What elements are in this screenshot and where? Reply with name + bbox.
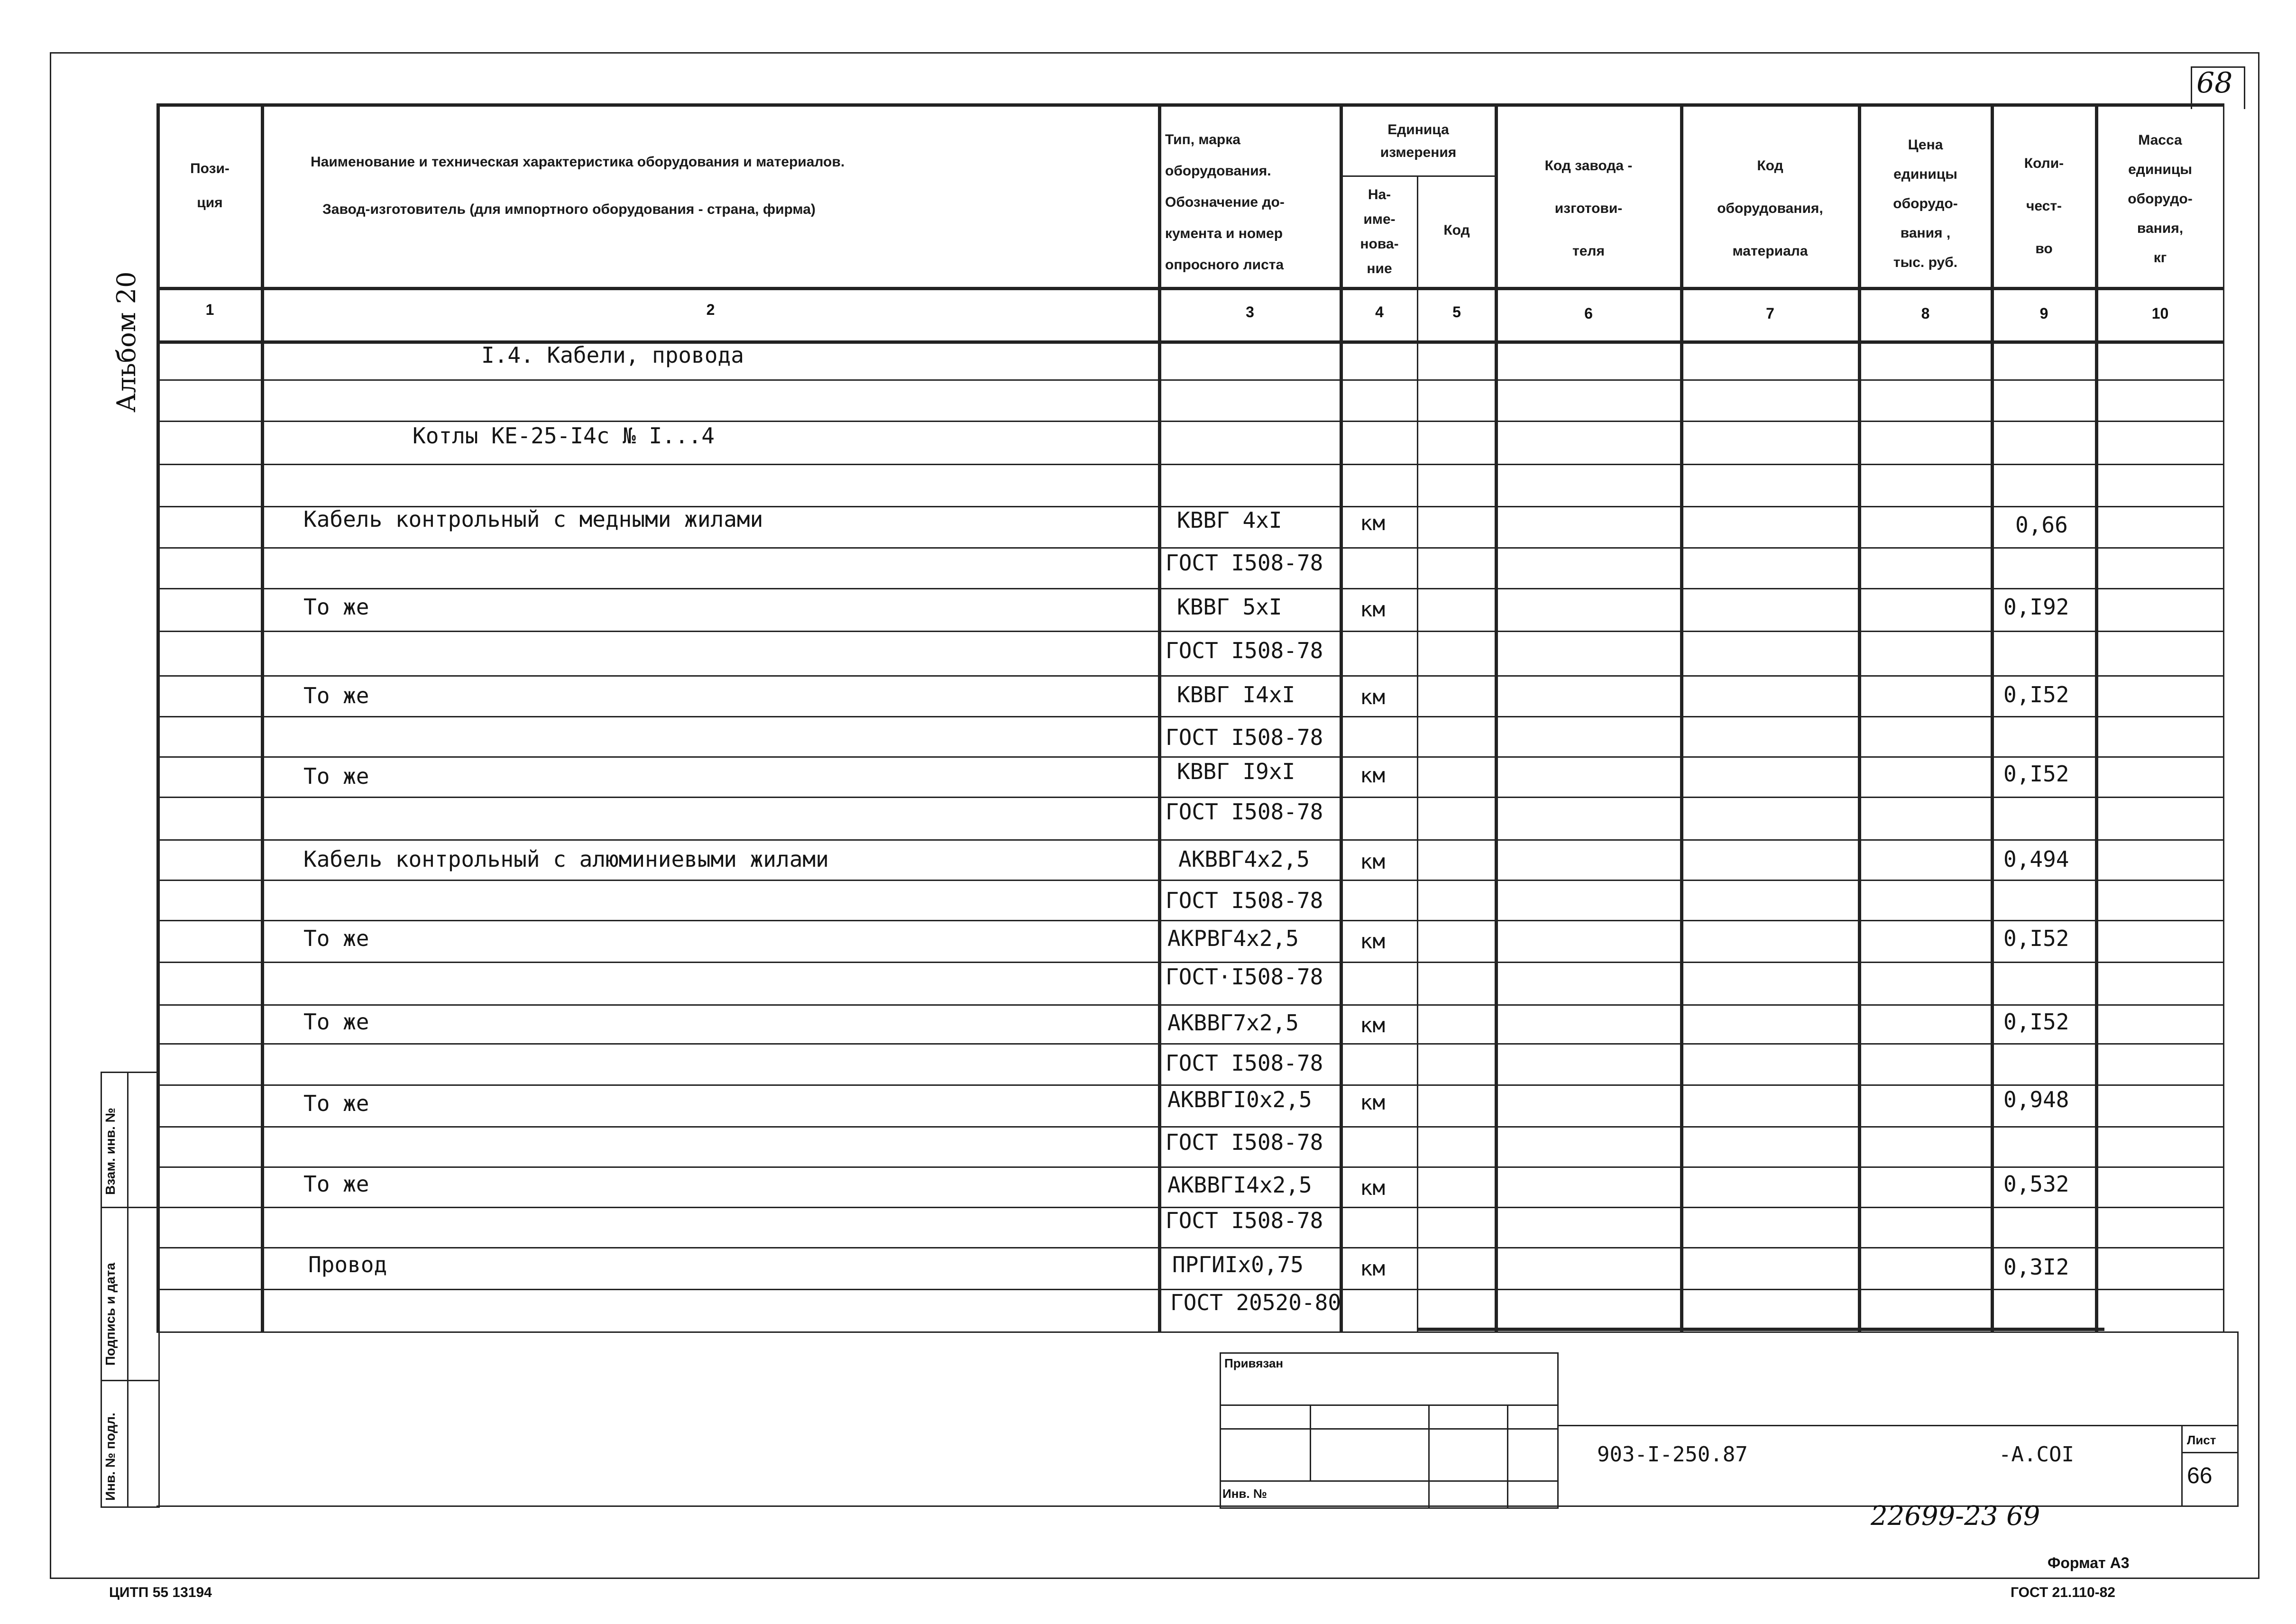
row-2-unit: км bbox=[1360, 597, 1385, 622]
row-line bbox=[156, 1043, 2224, 1045]
row-3-qty: 0,I52 bbox=[2003, 682, 2069, 707]
row-6-name: То же bbox=[303, 926, 369, 951]
row-9-type: АКВВГI4х2,5 bbox=[1167, 1172, 1312, 1198]
row-line bbox=[156, 379, 2224, 381]
privyazan-col-1 bbox=[1310, 1404, 1311, 1480]
row-line bbox=[156, 962, 2224, 963]
privyazan-col-3 bbox=[1507, 1404, 1508, 1509]
header-c2a: Наименование и техническая характеристика оборудования и материалов. bbox=[311, 154, 845, 170]
row-line bbox=[156, 797, 2224, 798]
col-sep-4 bbox=[1417, 175, 1418, 1331]
row-7-name: То же bbox=[303, 1009, 369, 1035]
row-7-unit: км bbox=[1360, 1013, 1385, 1037]
header-c10: Масса единицы оборудо- вания, кг bbox=[2128, 132, 2193, 266]
row-8-type: АКВВГI0х2,5 bbox=[1167, 1087, 1312, 1112]
col-number-6: 6 bbox=[1584, 305, 1593, 322]
row-1-qty: 0,66 bbox=[2015, 512, 2068, 538]
col-number-10: 10 bbox=[2151, 305, 2169, 322]
list-box-left bbox=[2181, 1425, 2183, 1505]
table-top-border bbox=[156, 103, 2224, 107]
row-7-type2: ГОСТ I508-78 bbox=[1166, 1050, 1323, 1076]
row-10-name: Провод bbox=[308, 1252, 387, 1277]
row-3-name: То же bbox=[303, 683, 369, 708]
row-line bbox=[156, 675, 2224, 677]
row-10-unit: км bbox=[1360, 1257, 1385, 1281]
row-3-unit: км bbox=[1360, 685, 1385, 709]
subsection-title: Котлы КЕ-25-I4с № I...4 bbox=[413, 423, 715, 449]
row-6-type: АКРВГ4х2,5 bbox=[1167, 926, 1299, 951]
row-1-name: Кабель контрольный с медными жилами bbox=[303, 506, 763, 532]
row-7-type: АКВВГ7х2,5 bbox=[1167, 1010, 1299, 1036]
header-c4: На- име- нова- ние bbox=[1360, 187, 1399, 276]
doc-suffix: -А.СОI bbox=[1999, 1442, 2074, 1467]
section-title: I.4. Кабели, провода bbox=[481, 342, 744, 368]
number-row-bottom-line bbox=[156, 340, 2224, 344]
row-4-unit: км bbox=[1360, 763, 1385, 788]
row-8-qty: 0,948 bbox=[2003, 1087, 2069, 1112]
col-number-4: 4 bbox=[1375, 303, 1384, 321]
row-4-qty: 0,I52 bbox=[2003, 761, 2069, 787]
footer-left: ЦИТП 55 13194 bbox=[109, 1585, 212, 1600]
unit-header-divider bbox=[1340, 175, 1495, 177]
row-5-type: АКВВГ4х2,5 bbox=[1178, 846, 1310, 872]
col-number-9: 9 bbox=[2039, 305, 2048, 322]
row-line bbox=[156, 588, 2224, 589]
col-number-2: 2 bbox=[706, 301, 715, 318]
list-label: Лист bbox=[2187, 1433, 2216, 1447]
row-2-type: КВВГ 5хI bbox=[1177, 594, 1282, 620]
row-line bbox=[156, 716, 2224, 717]
header-c3: Тип, марка оборудования. Обозначение до- кумента и номер опросного листа bbox=[1165, 132, 1285, 273]
row-line bbox=[156, 1004, 2224, 1006]
header-c6: Код завода - изготови- теля bbox=[1544, 158, 1633, 259]
row-1-unit: км bbox=[1360, 511, 1385, 535]
inv-no-label: Инв. № bbox=[1222, 1486, 1267, 1501]
row-8-name: То же bbox=[303, 1091, 369, 1116]
format-label: Формат А3 bbox=[2048, 1554, 2130, 1571]
row-6-unit: км bbox=[1360, 929, 1385, 954]
side-stamp-vzam: Взам. инв. № bbox=[103, 1108, 118, 1195]
side-stamp-inv-podl: Инв. № подл. bbox=[103, 1413, 118, 1501]
header-c7: Код оборудования, материала bbox=[1717, 158, 1823, 259]
row-9-name: То же bbox=[303, 1171, 369, 1197]
table-bottom-line bbox=[1417, 1328, 2104, 1331]
row-line bbox=[156, 547, 2224, 549]
header-c1: Пози- ция bbox=[190, 161, 230, 211]
row-2-type2: ГОСТ I508-78 bbox=[1166, 638, 1323, 663]
sheet-mark: 68 bbox=[2196, 66, 2233, 100]
doc-code-top-line bbox=[1559, 1425, 2238, 1426]
row-line bbox=[156, 1166, 2224, 1168]
row-6-type2: ГОСТ·I508-78 bbox=[1166, 964, 1323, 990]
row-5-unit: км bbox=[1360, 850, 1385, 874]
side-stamp-line-2 bbox=[101, 1380, 160, 1381]
col-number-3: 3 bbox=[1246, 303, 1254, 321]
album-label: Альбом 20 bbox=[111, 271, 141, 413]
side-stamp-podpis: Подпись и дата bbox=[103, 1263, 118, 1366]
col-number-1: 1 bbox=[205, 301, 214, 318]
footer-right: ГОСТ 21.110-82 bbox=[2011, 1585, 2115, 1600]
header-bottom-line bbox=[156, 287, 2224, 290]
header-c2b: Завод-изготовитель (для импортного оборудования - страна, фирма) bbox=[322, 202, 816, 217]
row-10-type2: ГОСТ 20520-80 bbox=[1170, 1290, 1341, 1315]
row-1-type2: ГОСТ I508-78 bbox=[1166, 550, 1323, 576]
row-line bbox=[156, 1084, 2224, 1086]
row-4-type: КВВГ I9хI bbox=[1177, 759, 1295, 784]
privyazan-col-2 bbox=[1428, 1404, 1430, 1509]
col-number-7: 7 bbox=[1766, 305, 1774, 322]
col-number-5: 5 bbox=[1452, 303, 1461, 321]
row-10-qty: 0,3I2 bbox=[2003, 1254, 2069, 1280]
row-1-type: КВВГ 4хI bbox=[1177, 507, 1282, 533]
stamp-top-line bbox=[156, 1331, 2238, 1333]
row-line bbox=[156, 631, 2224, 632]
row-line bbox=[156, 839, 2224, 841]
col-number-8: 8 bbox=[1921, 305, 1930, 322]
row-2-qty: 0,I92 bbox=[2003, 594, 2069, 620]
header-c5: Код bbox=[1443, 222, 1470, 238]
page-frame bbox=[50, 52, 2259, 1579]
row-line bbox=[156, 1247, 2224, 1248]
row-5-name: Кабель контрольный с алюминиевыми жилами bbox=[303, 846, 829, 872]
row-line bbox=[156, 1126, 2224, 1128]
row-line bbox=[156, 756, 2224, 758]
privyazan-label: Привязан bbox=[1224, 1356, 1284, 1370]
row-8-unit: км bbox=[1360, 1091, 1385, 1115]
row-9-type2: ГОСТ I508-78 bbox=[1166, 1208, 1323, 1233]
row-3-type2: ГОСТ I508-78 bbox=[1166, 725, 1323, 750]
row-4-name: То же bbox=[303, 763, 369, 789]
header-c9: Коли- чест- во bbox=[2024, 156, 2064, 257]
stamp-right-border bbox=[2237, 1331, 2239, 1507]
header-c8: Цена единицы оборудо- вания , тыс. руб. bbox=[1893, 137, 1958, 270]
row-line bbox=[156, 421, 2224, 422]
row-7-qty: 0,I52 bbox=[2003, 1009, 2069, 1035]
row-3-type: КВВГ I4хI bbox=[1177, 682, 1295, 707]
row-line bbox=[156, 464, 2224, 465]
handwritten-code: 22699-23 69 bbox=[1871, 1501, 2040, 1532]
row-line bbox=[156, 920, 2224, 921]
row-5-qty: 0,494 bbox=[2003, 846, 2069, 872]
list-box-divider bbox=[2181, 1452, 2238, 1453]
row-5-type2: ГОСТ I508-78 bbox=[1166, 888, 1323, 913]
side-stamp-line-1 bbox=[101, 1207, 160, 1208]
row-2-name: То же bbox=[303, 594, 369, 620]
row-9-qty: 0,532 bbox=[2003, 1171, 2069, 1197]
row-8-type2: ГОСТ I508-78 bbox=[1166, 1129, 1323, 1155]
row-10-type: ПРГИIх0,75 bbox=[1172, 1252, 1304, 1277]
row-6-qty: 0,I52 bbox=[2003, 926, 2069, 951]
row-9-unit: км bbox=[1360, 1176, 1385, 1200]
doc-code: 903-I-250.87 bbox=[1597, 1442, 1748, 1467]
row-4-type2: ГОСТ I508-78 bbox=[1166, 799, 1323, 825]
list-value: 66 bbox=[2187, 1463, 2213, 1488]
row-line bbox=[156, 880, 2224, 881]
side-stamp-divider bbox=[127, 1072, 129, 1508]
header-c45: Единица измерения bbox=[1380, 122, 1457, 160]
